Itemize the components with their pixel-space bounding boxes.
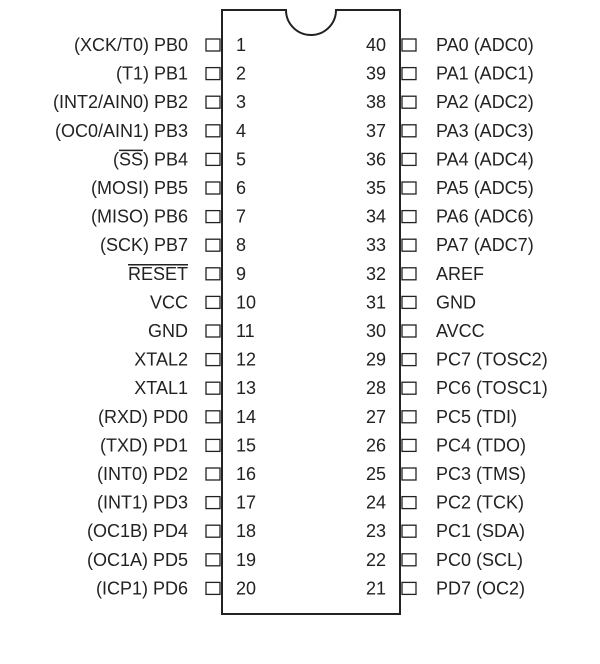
pin-label: (OC0/AIN1) PB3 <box>54 120 188 141</box>
pin-number: 17 <box>236 492 257 513</box>
pin-label: PA5 (ADC5) <box>436 178 534 198</box>
pin-label: XTAL2 <box>134 349 188 370</box>
pin-number: 33 <box>365 235 386 256</box>
pin-number: 6 <box>236 178 247 198</box>
pin-label: (INT0) PD2 <box>96 464 188 484</box>
pin-lead <box>402 182 416 194</box>
pin-number: 10 <box>236 292 257 313</box>
pin-lead <box>206 96 220 108</box>
pin-10 <box>150 292 256 312</box>
pin-label: (ICP1) PD6 <box>95 578 188 599</box>
pin-lead <box>206 325 220 337</box>
pin-lead <box>206 39 220 51</box>
pin-lead <box>206 382 220 394</box>
pin-number: 22 <box>365 549 386 570</box>
pin-label: RESET <box>127 263 188 284</box>
pin-30 <box>366 321 485 341</box>
pin-lead <box>402 211 416 223</box>
pin-label: (MOSI) PB5 <box>90 178 188 198</box>
pin-number: 28 <box>365 378 386 399</box>
pin-31 <box>366 292 476 312</box>
pin-label: PA6 (ADC6) <box>436 206 534 227</box>
pin-lead <box>402 468 416 480</box>
pin-label: (XCK/T0) PB0 <box>73 35 188 55</box>
pin-label: (SCK) PB7 <box>99 235 188 256</box>
pin-number: 7 <box>236 206 247 227</box>
pin-lead <box>402 96 416 108</box>
pin-label: PC6 (TOSC1) <box>436 378 548 399</box>
pin-label: (INT2/AIN0) PB2 <box>52 92 188 113</box>
pin-label: PA7 (ADC7) <box>436 235 534 256</box>
pin-number: 30 <box>365 321 386 341</box>
pin-number: 36 <box>365 149 386 170</box>
pin-lead <box>402 382 416 394</box>
pin-number: 20 <box>236 578 257 599</box>
pin-number: 3 <box>236 92 247 113</box>
pin-label: GND <box>436 292 476 313</box>
pin-lead <box>402 411 416 423</box>
pin-lead <box>206 268 220 280</box>
pin-label: (OC1A) PD5 <box>86 549 188 570</box>
pin-label: PC2 (TCK) <box>436 492 525 513</box>
pin-number: 34 <box>365 206 386 227</box>
pin-number: 5 <box>236 149 247 170</box>
pin-lead <box>206 582 220 594</box>
pin-lead <box>206 296 220 308</box>
pin-number: 9 <box>236 263 247 284</box>
pin-label: GND <box>148 321 188 341</box>
pin-lead <box>402 239 416 251</box>
pin-label: PA1 (ADC1) <box>436 63 534 84</box>
pin-label: AREF <box>436 263 485 284</box>
pin-1 <box>74 35 246 55</box>
pin-number: 23 <box>365 521 386 542</box>
pin-label: (INT1) PD3 <box>96 492 188 513</box>
pin-lead <box>206 125 220 137</box>
pin-number: 35 <box>365 178 386 198</box>
pin-label: PA3 (ADC3) <box>436 120 534 141</box>
pin-number: 15 <box>236 435 257 456</box>
pin-13 <box>134 378 256 398</box>
pin-number: 31 <box>365 292 386 313</box>
pin-lead <box>402 554 416 566</box>
pin-lead <box>402 153 416 165</box>
pin-label: PC5 (TDI) <box>436 406 517 427</box>
pin-label: PD7 (OC2) <box>436 578 526 599</box>
pin-lead <box>402 125 416 137</box>
pin-number: 29 <box>365 349 386 370</box>
pin-label: PC7 (TOSC2) <box>436 349 548 370</box>
pin-3 <box>53 92 246 112</box>
pin-number: 16 <box>236 464 257 484</box>
pin-number: 19 <box>236 549 257 570</box>
pin-lead <box>206 239 220 251</box>
pin-number: 25 <box>365 464 386 484</box>
pin-lead <box>206 554 220 566</box>
pin-lead <box>206 525 220 537</box>
pin-lead <box>402 582 416 594</box>
pin-label: (T1) PB1 <box>115 63 188 84</box>
pin-lead <box>402 325 416 337</box>
pin-number: 8 <box>236 235 247 256</box>
pin-lead <box>402 39 416 51</box>
pin-lead <box>206 68 220 80</box>
pin-label: PA0 (ADC0) <box>436 35 534 55</box>
pin-lead <box>206 468 220 480</box>
pin-lead <box>402 525 416 537</box>
pin-label: (TXD) PD1 <box>99 435 188 456</box>
pin-number: 13 <box>236 378 257 399</box>
pin-number: 27 <box>365 406 386 427</box>
pin-lead <box>206 182 220 194</box>
pin-label: (MISO) PB6 <box>90 206 188 227</box>
pin-label: PC1 (SDA) <box>436 521 526 542</box>
pin-number: 37 <box>365 120 386 141</box>
pin-label: AVCC <box>436 321 485 341</box>
pin-number: 12 <box>236 349 257 370</box>
pin-lead <box>206 354 220 366</box>
pin-label: PA2 (ADC2) <box>436 92 534 113</box>
pin-number: 39 <box>365 63 386 84</box>
pin-lead <box>206 411 220 423</box>
pin-label: XTAL1 <box>134 378 188 399</box>
pin-number: 24 <box>365 492 386 513</box>
pin-label: (OC1B) PD4 <box>86 521 188 542</box>
pin-number: 18 <box>236 521 257 542</box>
pin-11 <box>148 321 255 341</box>
pin-lead <box>206 439 220 451</box>
pin-number: 26 <box>365 435 386 456</box>
pin-lead <box>206 497 220 509</box>
pin-label: (RXD) PD0 <box>97 406 188 427</box>
pin-32 <box>366 264 484 284</box>
pin-lead <box>402 268 416 280</box>
pin-lead <box>402 296 416 308</box>
pin-number: 21 <box>365 578 386 599</box>
pin-lead <box>402 68 416 80</box>
pin-label: (SS) PB4 <box>112 149 188 170</box>
pin-lead <box>402 354 416 366</box>
pin-number: 14 <box>236 406 257 427</box>
pin-number: 4 <box>236 120 247 141</box>
pin-lead <box>402 439 416 451</box>
pin-label: PA4 (ADC4) <box>436 149 534 170</box>
pin-label: PC0 (SCL) <box>436 549 524 570</box>
pin-label: PC4 (TDO) <box>436 435 526 456</box>
pin-number: 32 <box>365 263 386 284</box>
pin-number: 38 <box>365 92 386 113</box>
pin-12 <box>134 350 256 370</box>
pin-number: 1 <box>236 35 247 55</box>
pin-lead <box>402 497 416 509</box>
pin-lead <box>206 211 220 223</box>
pin-4 <box>55 121 246 141</box>
pin-label: VCC <box>149 292 188 313</box>
pin-number: 2 <box>236 63 247 84</box>
pin-number: 40 <box>365 35 386 55</box>
pin-lead <box>206 153 220 165</box>
pin-label: PC3 (TMS) <box>436 464 526 484</box>
pin-number: 11 <box>236 321 255 341</box>
